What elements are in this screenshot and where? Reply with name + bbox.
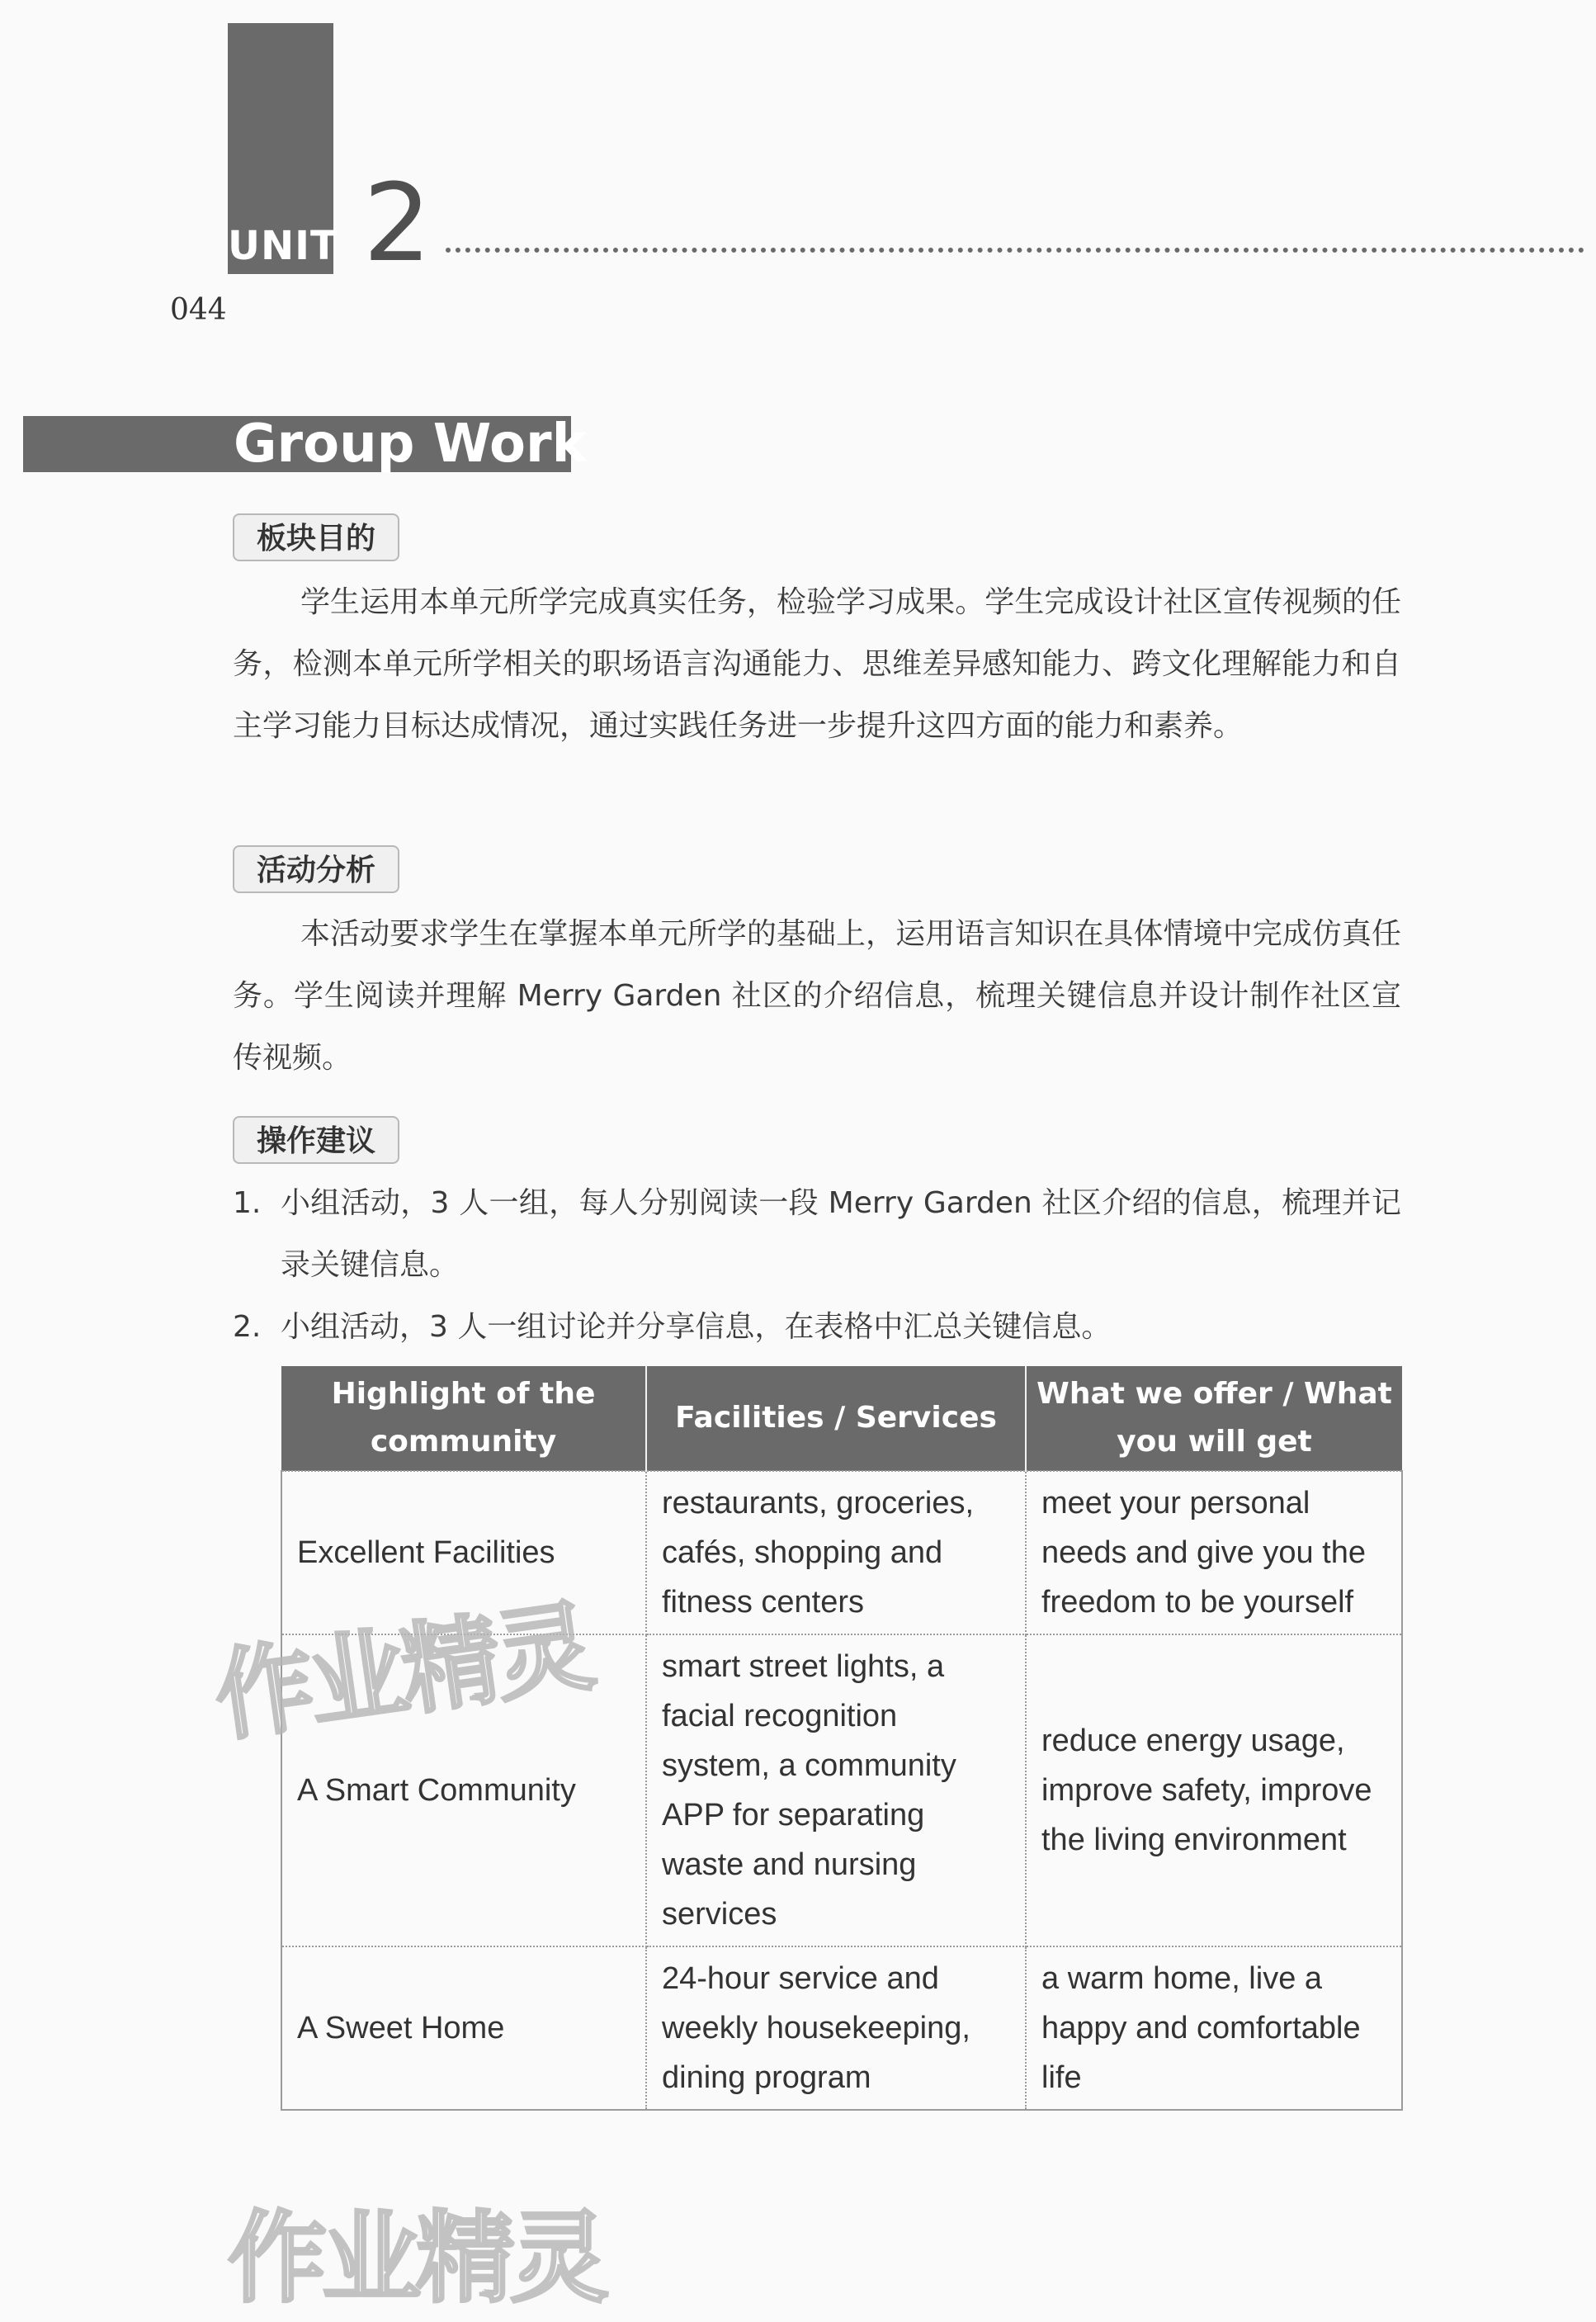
unit-label: UNIT: [228, 223, 338, 269]
suggestion-item-2: [233, 1296, 1401, 1358]
header-offer: What we offer / What you will get: [1026, 1366, 1402, 1471]
unit-number: 2: [363, 160, 432, 286]
suggestion-number: 1.: [233, 1186, 262, 1220]
purpose-text: 学生运用本单元所学完成真实任务，检验学习成果。学生完成设计社区宣传视频的任务，检测本单元所学相关的职场语言沟通能力、思维差异感知能力、跨文化理解能力和自主学习能力目标达成情况，通过实践任务进一步提升这四方面的能力和素养。: [233, 585, 1401, 743]
watermark: 作业精灵: [228, 2201, 604, 2316]
table-cell: smart street lights, a facial recognition system, a community APP for separating waste and nursing services: [646, 1634, 1026, 1946]
table-header-row: [281, 1366, 1402, 1471]
table-cell: A Sweet Home: [281, 1946, 646, 2110]
suggestion-text: 小组活动，3 人一组，每人分别阅读一段 Merry Garden 社区介绍的信息，梳理并记录关键信息。: [281, 1186, 1401, 1282]
suggestion-item-1: [233, 1172, 1401, 1296]
table-cell: meet your personal needs and give you the freedom to be yourself: [1026, 1471, 1402, 1634]
watermark: 作业精灵: [208, 1589, 597, 1756]
table-cell: 24-hour service and weekly housekeeping, dining program: [646, 1946, 1026, 2110]
dotted-rule: [446, 248, 1584, 253]
section-heading-bar: [23, 414, 588, 475]
table-cell: Excellent Facilities: [281, 1471, 646, 1634]
analysis-tag: 活动分析: [233, 845, 399, 893]
table-cell: reduce energy usage, improve safety, improve the living environment: [1026, 1634, 1402, 1946]
unit-block: [228, 23, 338, 274]
suggestion-text: 小组活动，3 人一组讨论并分享信息，在表格中汇总关键信息。: [281, 1310, 1112, 1344]
suggestions-tag: 操作建议: [233, 1116, 399, 1164]
table-cell: A Smart Community: [281, 1634, 646, 1946]
purpose-tag: 板块目的: [233, 513, 399, 561]
header-facilities: Facilities / Services: [646, 1366, 1026, 1471]
page-number: 044: [170, 293, 227, 327]
suggestion-number: 2.: [233, 1310, 262, 1344]
table-cell: restaurants, groceries, cafés, shopping and fitness centers: [646, 1471, 1026, 1634]
table-cell: a warm home, live a happy and comfortable life: [1026, 1946, 1402, 2110]
community-info-table: [281, 1366, 1403, 2111]
table-row: [281, 1946, 1402, 2110]
header-highlight: Highlight of the community: [281, 1366, 646, 1471]
section-title: Group Work: [234, 414, 588, 475]
analysis-text: 本活动要求学生在掌握本单元所学的基础上，运用语言知识在具体情境中完成仿真任务。学生阅读并理解 Merry Garden 社区的介绍信息，梳理关键信息并设计制作社区宣传视频。: [233, 917, 1401, 1075]
